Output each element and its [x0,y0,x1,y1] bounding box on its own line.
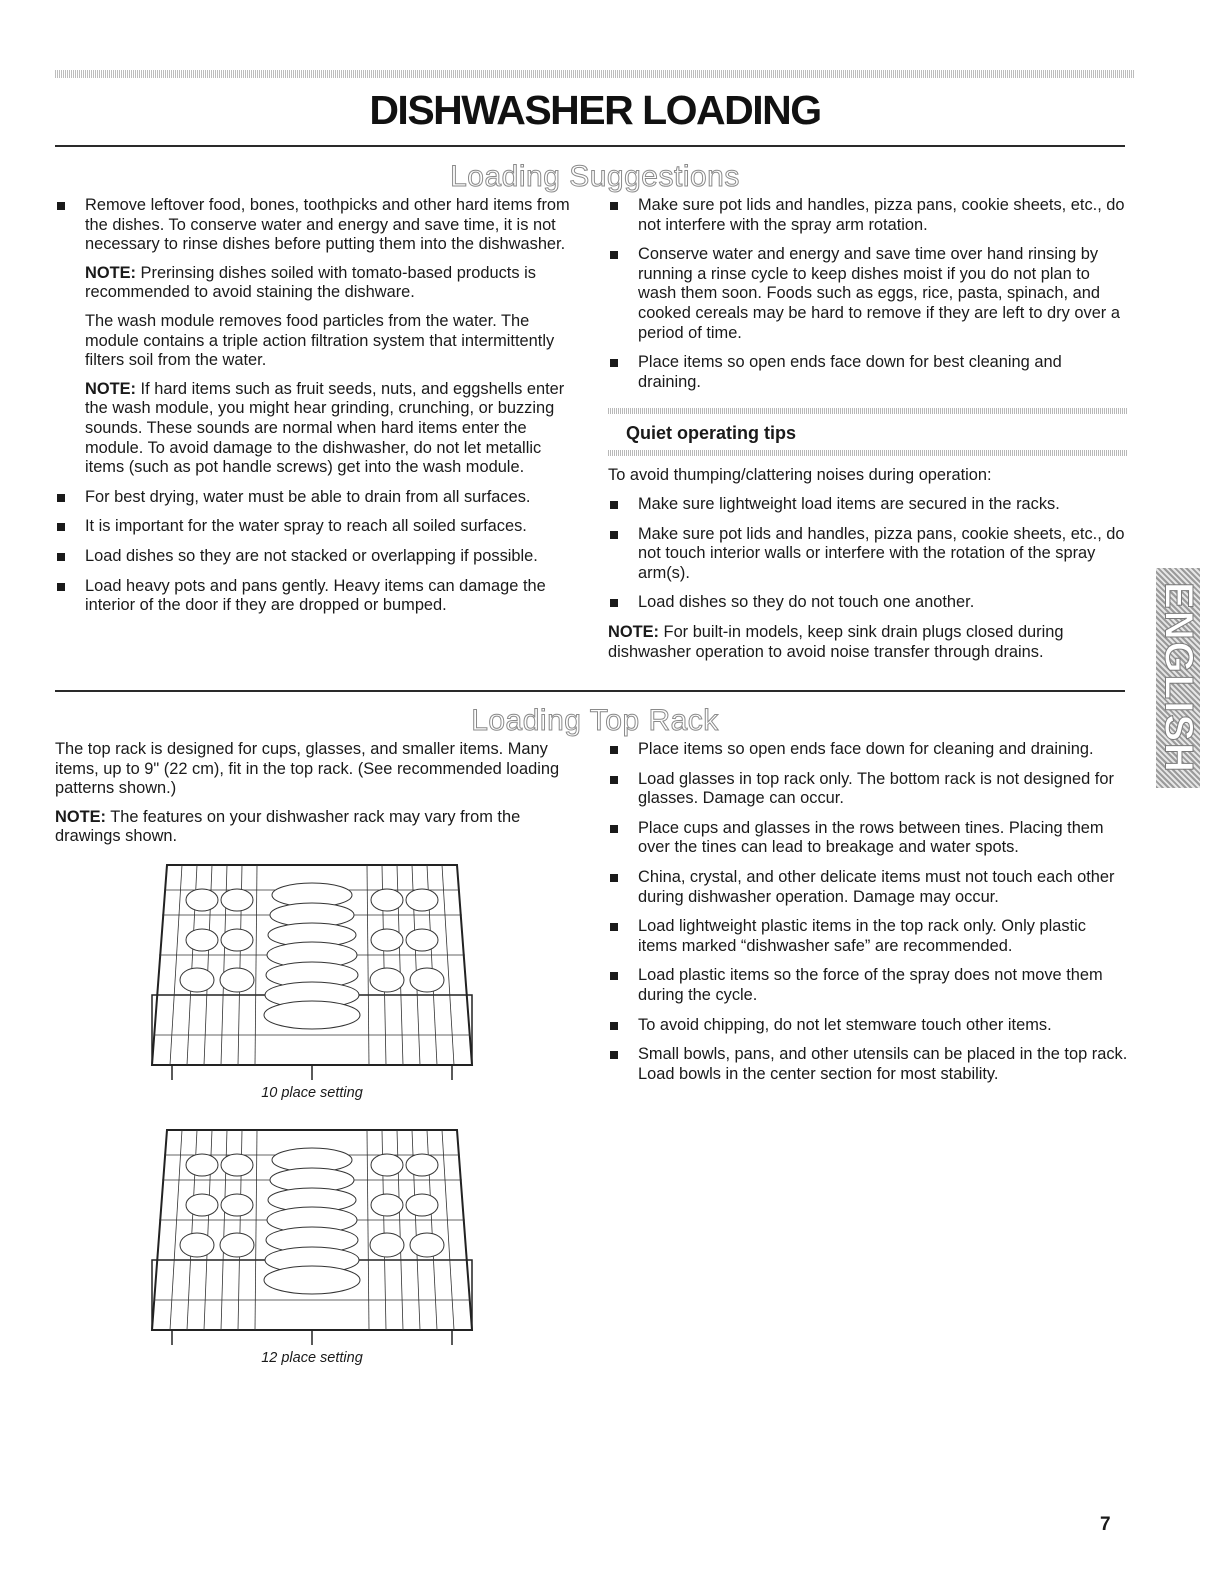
list-item: Load heavy pots and pans gently. Heavy items can damage the interior of the door if they are dropped or bumped. [55,577,580,616]
list-item: Conserve water and energy and save time over hand rinsing by running a rinse cycle to keep dishes moist if you do not plan to wash them soon. Foods such as eggs, rice, pasta, spinach, and cooked cereals may be hard to remove if they are left to dry over a period of time. [608,245,1128,343]
note-text: Prerinsing dishes soiled with tomato-based products is recommended to avoid staining the dishware. [85,263,536,302]
list-item: Small bowls, pans, and other utensils can be placed in the top rack. Load bowls in the center section for most stability. [608,1045,1128,1084]
list-item: Place items so open ends face down for cleaning and draining. [608,740,1128,760]
note [608,623,1128,662]
list-item: Make sure pot lids and handles, pizza pans, cookie sheets, etc., do not touch interior walls or interfere with the rotation of the spray arm(s). [608,525,1128,584]
list-item: Load glasses in top rack only. The bottom rack is not designed for glasses. Damage can occur. [608,770,1128,809]
list-item [55,196,580,478]
note-label: NOTE: [55,807,106,826]
loading-suggestions-heading: Loading Suggestions [450,160,740,193]
list-item-text: Remove leftover food, bones, toothpicks and other hard items from the dishes. To conserve water and energy and save time, it is not necessary to rinse dishes before putting them into the dishwasher. [85,196,570,254]
list-item: Make sure pot lids and handles, pizza pans, cookie sheets, etc., do not interfere with the spray arm rotation. [608,196,1128,235]
list-item: Place items so open ends face down for best cleaning and draining. [608,353,1128,392]
top-decorative-band [55,70,1135,78]
note-label: NOTE: [608,622,659,641]
suggestions-left-column [55,196,580,626]
note [85,380,580,478]
top-rack-left-column [55,740,575,856]
note-text: If hard items such as fruit seeds, nuts, and eggshells enter the wash module, you might hear grinding, crunching, or buzzing sounds. These sounds are normal when hard items enter the module. To avoid damage to the dishwasher, do not let metallic items (such as pot handle screws) get into the wash module. [85,379,565,477]
caption-12-place-setting: 12 place setting [261,1350,363,1366]
list-item: Make sure lightweight load items are secured in the racks. [608,495,1128,515]
loading-top-rack-heading: Loading Top Rack [471,704,719,737]
list-item: Place cups and glasses in the rows between tines. Placing them over the tines can lead to breakage and water spots. [608,819,1128,858]
language-side-tab [1156,568,1200,788]
caption-10-place-setting: 10 place setting [261,1085,363,1101]
page-number: 7 [1100,1514,1111,1535]
side-tab-label: ENGLISH [1156,582,1201,774]
suggestions-right-column [608,196,1128,671]
subhead-band-top [608,408,1128,414]
section-rule [55,690,1125,692]
rack-illustration-10-place [142,855,482,1085]
list-item: China, crystal, and other delicate items must not touch each other during dishwasher operation. Damage may occur. [608,868,1128,907]
list-item: Load dishes so they do not touch one another. [608,593,1128,613]
rack-illustration-12-place [142,1120,482,1350]
list-item: Load dishes so they are not stacked or overlapping if possible. [55,547,580,567]
top-rack-intro: The top rack is designed for cups, glasses, and smaller items. Many items, up to 9" (22 cm), fit in the top rack. (See recommended loading patterns shown.) [55,740,560,798]
list-item: To avoid chipping, do not let stemware touch other items. [608,1016,1128,1036]
quiet-tips-intro: To avoid thumping/clattering noises during operation: [608,466,992,485]
list-item: Load plastic items so the force of the spray does not move them during the cycle. [608,966,1128,1005]
top-rack-right-column [608,740,1128,1094]
quiet-tips-heading: Quiet operating tips [626,423,797,444]
note [85,264,580,303]
page-title: DISHWASHER LOADING [369,87,821,133]
note-text: The features on your dishwasher rack may vary from the drawings shown. [55,807,521,846]
note-label: NOTE: [85,379,136,398]
note-text: For built-in models, keep sink drain plugs closed during dishwasher operation to avoid noise transfer through drains. [608,622,1064,661]
list-item: For best drying, water must be able to drain from all surfaces. [55,488,580,508]
note-label: NOTE: [85,263,136,282]
list-item: It is important for the water spray to reach all soiled surfaces. [55,517,580,537]
list-item: Load lightweight plastic items in the top rack only. Only plastic items marked “dishwasher safe” are recommended. [608,917,1128,956]
wash-module-paragraph: The wash module removes food particles from the water. The module contains a triple action filtration system that intermittently filters soil from the water. [85,311,555,370]
title-rule [55,145,1125,147]
note [55,808,575,847]
subhead-band-bottom [608,450,1128,456]
